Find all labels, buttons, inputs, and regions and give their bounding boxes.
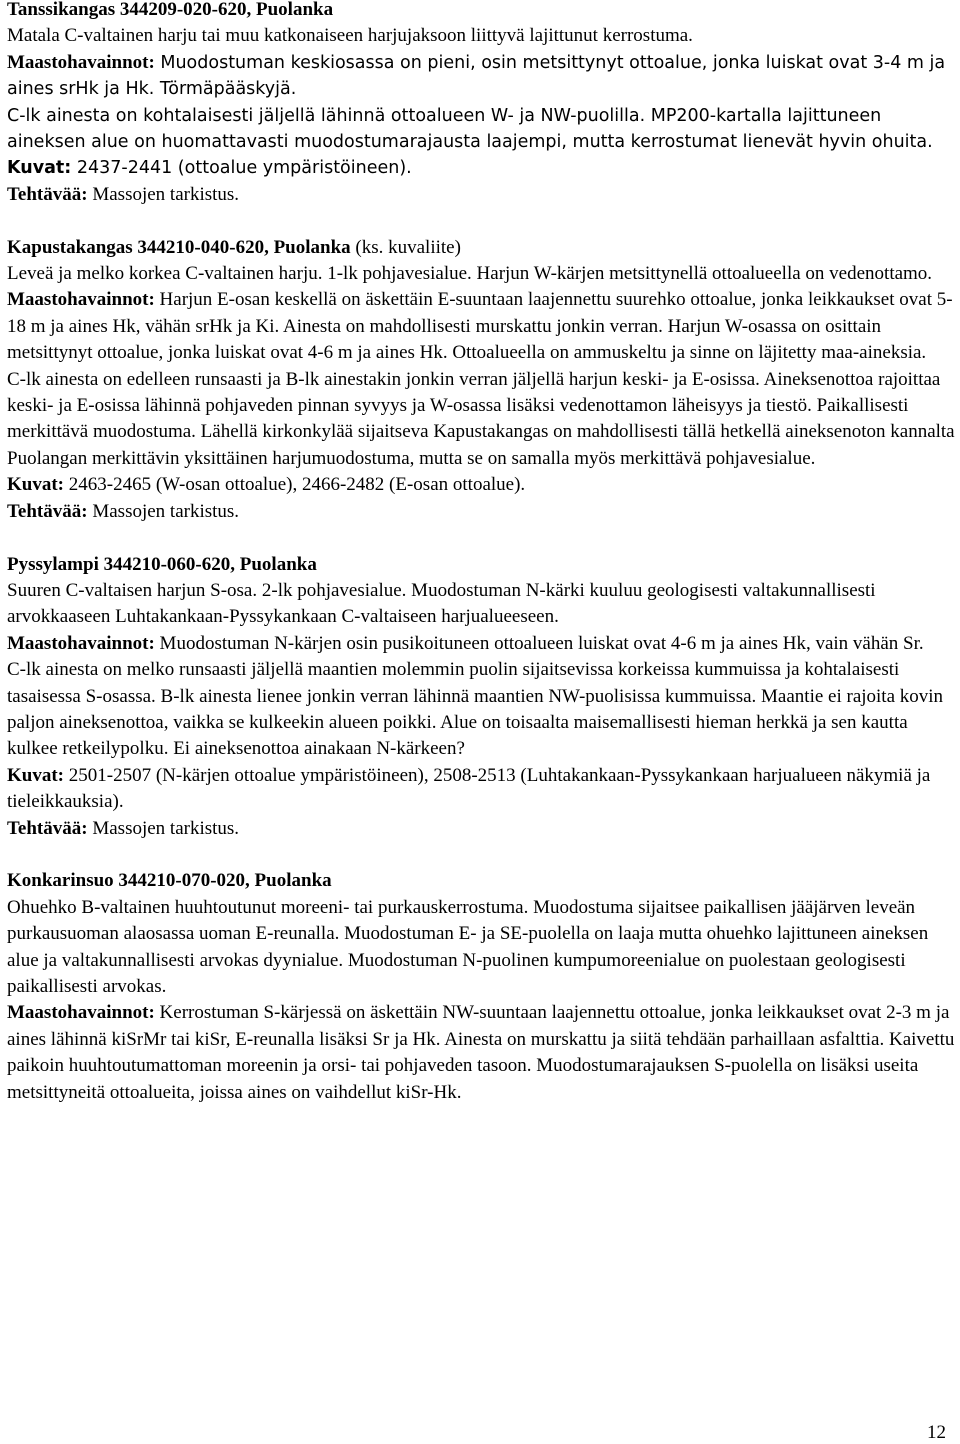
tasks-label: Tehtävää: (7, 500, 88, 522)
document-page (7, 0, 955, 1132)
site-entry-tanssikangas (7, 0, 955, 208)
field-observations: Maastohavainnot: Kerrostuman S-kärjessä on äskettäin NW-suuntaan laajennettu ottoalue, jonka leikkaukset ovat 2-3 m ja aines lähinnä kiSrMr tai kiSr, E-reunalla lisäksi Sr ja Hk. Ainesta on murskattu ja siitä tehdään parhaillaan asfalttia. Kaivettu paikoin huuhtoutumattoman moreenin ja orsi- tai pohjaveden tasoon. Muodostumarajauksen S-puolella on lisäksi useita metsittyneitä ottoalueita, joissa aines on vaihdellut kiSr-Hk. (7, 1002, 955, 1103)
site-title: Konkarinsuo 344210-070-020, Puolanka (7, 870, 332, 892)
field-observations-label: Maastohavainnot: (7, 632, 155, 654)
tasks-line: Tehtävää: Massojen tarkistus. (7, 183, 240, 205)
photos-label: Kuvat: (7, 764, 64, 786)
title-note: (ks. kuvaliite) (350, 236, 461, 258)
field-observations: Maastohavainnot: Muodostuman keskiosassa on pieni, osin metsittynyt ottoalue, jonka luiskat ovat 3-4 m ja aines srHk ja Hk. Törmäpääskyjä. (7, 51, 946, 100)
field-observations-label: Maastohavainnot: (7, 51, 155, 73)
tasks-line: Tehtävää: Massojen tarkistus. (7, 500, 240, 522)
field-observations: Maastohavainnot: Muodostuman N-kärjen osin pusikoituneen ottoalueen luiskat ovat 4-6 m ja aines Hk, vain vähän Sr. (7, 632, 924, 654)
photos-line: Kuvat: 2463-2465 (W-osan ottoalue), 2466-2482 (E-osan ottoalue). (7, 474, 526, 496)
resource-assessment: C-lk ainesta on edelleen runsaasti ja B-lk ainestakin jonkin verran jäljellä harjun keski- ja E-osissa. Aineksenottoa rajoittaa keski- ja E-osissa lähinnä pohjaveden pinnan syvyys ja W-osassa lisäksi vedenottamon läheisyys ja tiestö. Paikallisesti merkittävä muodostuma. Lähellä kirkonkylää sijaitseva Kapustakangas on mahdollisesti tällä hetkellä aineksenoton kannalta Puolangan merkittävin yksittäinen harjumuodostuma, mutta se on samalla myös merkittävä pohjavesialue. (7, 368, 955, 469)
resource-assessment: C-lk ainesta on melko runsaasti jäljellä maantien molemmin puolin sijaitsevissa korkeissa kummuissa ja kohtalaisesti tasaisessa S-osassa. B-lk ainesta lienee jonkin verran lähinnä maantien NW-puolisissa kummuissa. Maantie ei rajoita kovin paljon aineksenottoa, vaikka se kulkeekin alueen poikki. Alue on toisaalta maisemallisesti hieman herkkä ja sen kautta kulkee retkeilypolku. Ei aineksenottoa ainakaan N-kärkeen? (7, 659, 944, 760)
resource-assessment: C-lk ainesta on kohtalaisesti jäljellä lähinnä ottoalueen W- ja NW-puolilla. MP200-kartalla lajittuneen aineksen alue on huomattavasti muodostumarajausta laajempi, mutta kerrostumat lienevät hyvin ohuita. (7, 105, 933, 153)
field-observations: Maastohavainnot: Harjun E-osan keskellä on äskettäin E-suuntaan laajennettu suurehko ottoalue, jonka leikkaukset ovat 5-18 m ja aines Hk, vähän srHk ja Ki. Ainesta on mahdollisesti murskattu jonkin verran. Harjun W-osassa on osittain metsittynyt ottoalue, jonka luiskat ovat 4-6 m ja aines Hk. Ottoalueella on ammuskeltu ja sinne on läjitetty maa-aineksia. (7, 289, 953, 364)
page-number: 12 (927, 1422, 946, 1443)
tasks-label: Tehtävää: (7, 183, 88, 205)
photos-label: Kuvat: (7, 158, 72, 179)
site-title: Pyssylampi 344210-060-620, Puolanka (7, 553, 317, 575)
field-observations-label: Maastohavainnot: (7, 289, 155, 311)
site-description: Ohuehko B-valtainen huuhtoutunut moreeni- tai purkauskerrostuma. Muodostuma sijaitsee paikallisen jääjärven leveän purkausuoman alaosassa uoman E-reunalla. Muodostuman E- ja SE-puolella on laaja mutta ohuehko lajittuneen aineksen alue ja valtakunnallisesti arvokas dyynialue. Muodostuman N-puolinen kumpumoreenialue on puolestaan geologisesti paikallisesti arvokas. (7, 896, 929, 997)
site-entry-konkarinsuo (7, 868, 955, 1106)
photos-line: Kuvat: 2501-2507 (N-kärjen ottoalue ympäristöineen), 2508-2513 (Luhtakankaan-Pyssykankaan harjualueen näkymiä ja tieleikkauksia). (7, 764, 931, 813)
site-description: Suuren C-valtaisen harjun S-osa. 2-lk pohjavesialue. Muodostuman N-kärki kuuluu geologisesti valtakunnallisesti arvokkaaseen Luhtakankaan-Pyssykankaan C-valtaiseen harjualueeseen. (7, 579, 876, 628)
tasks-label: Tehtävää: (7, 817, 88, 839)
site-description: Leveä ja melko korkea C-valtainen harju. 1-lk pohjavesialue. Harjun W-kärjen metsittynellä ottoalueella on vedenottamo. (7, 263, 933, 285)
site-title: Kapustakangas 344210-040-620, Puolanka (ks. kuvaliite) (7, 236, 461, 258)
photos-line: Kuvat: 2437-2441 (ottoalue ympäristöineen). (7, 158, 412, 179)
site-title: Tanssikangas 344209-020-620, Puolanka (7, 0, 334, 20)
photos-label: Kuvat: (7, 474, 64, 496)
site-entry-pyssylampi (7, 552, 955, 842)
tasks-line: Tehtävää: Massojen tarkistus. (7, 817, 240, 839)
field-observations-label: Maastohavainnot: (7, 1002, 155, 1024)
site-entry-kapustakangas (7, 235, 955, 525)
site-description: Matala C-valtainen harju tai muu katkonaiseen harjujaksoon liittyvä lajittunut kerrostuma. (7, 25, 693, 47)
